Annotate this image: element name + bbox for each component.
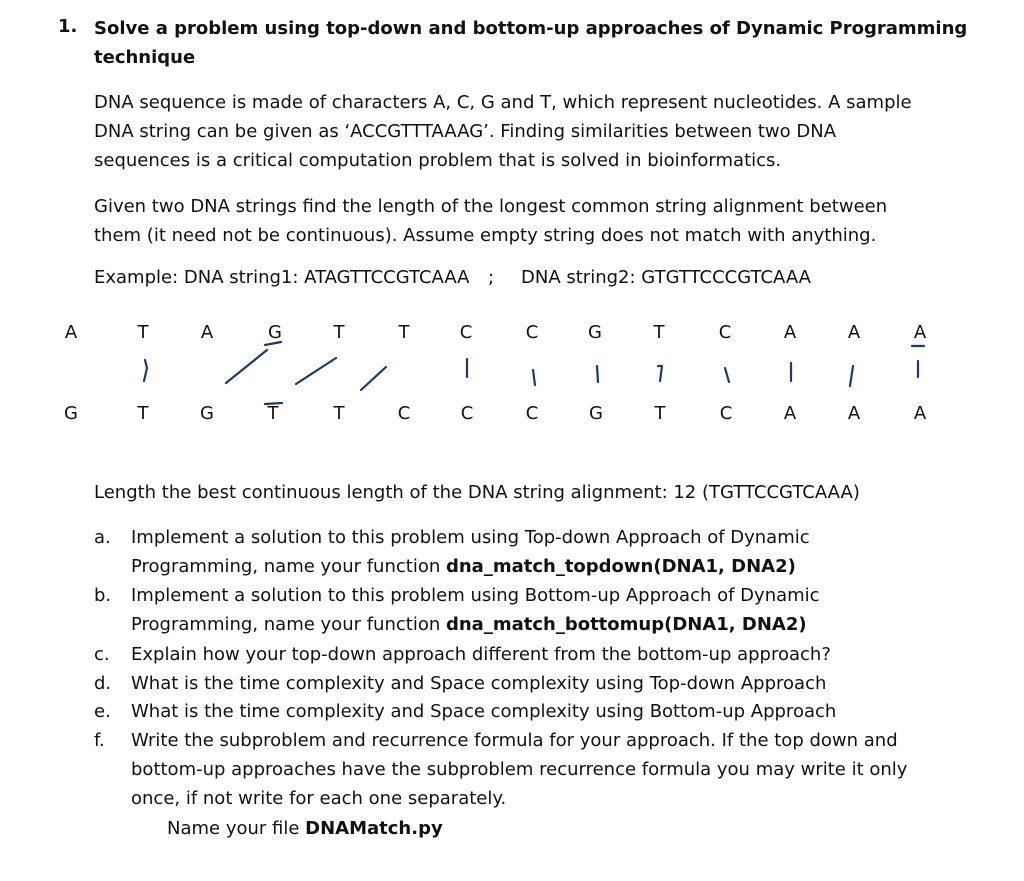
bottom-letter: C: [525, 403, 539, 424]
top-letter: A: [783, 322, 797, 343]
given-line-2: them (it need not be continuous). Assume empty string does not match with anything.: [94, 225, 877, 246]
top-letter: A: [200, 322, 214, 343]
bottom-letter: C: [397, 403, 411, 424]
connector-stroke: [296, 358, 336, 384]
connector-stroke: [361, 367, 386, 390]
bottom-letter: A: [783, 403, 797, 424]
task-f-line-2: bottom-up approaches have the subproblem recurrence formula you may write it only: [131, 759, 908, 780]
task-b-line-1: Implement a solution to this problem using Bottom-up Approach of Dynamic: [131, 585, 820, 606]
top-letter: C: [718, 322, 732, 343]
function-name-topdown: dna_match_topdown(DNA1, DNA2): [445, 556, 796, 577]
task-f-line-1: Write the subproblem and recurrence formula for your approach. If the top down and: [131, 730, 898, 751]
task-marker: d.: [94, 673, 112, 694]
top-letter: G: [588, 322, 602, 343]
example-string-1: Example: DNA string1: ATAGTTCCGTCAAA: [94, 267, 470, 288]
connector-stroke: [850, 366, 853, 386]
task-a-line-1: Implement a solution to this problem using Top-down Approach of Dynamic: [131, 527, 810, 548]
connector-stroke: [725, 368, 729, 382]
filename: DNAMatch.py: [305, 818, 443, 839]
top-letter: T: [653, 322, 665, 343]
given-line-1: Given two DNA strings find the length of the longest common string alignment between: [94, 196, 888, 217]
example-separator: ;: [488, 267, 495, 288]
filename-line: [167, 818, 443, 839]
bottom-letter: T: [267, 403, 279, 424]
task-marker: f.: [94, 730, 105, 751]
filename-prefix: Name your file: [167, 818, 306, 839]
task-a-line-2: [131, 556, 796, 577]
connector-stroke: [144, 360, 147, 381]
intro-line-3: sequences is a critical computation problem that is solved in bioinformatics.: [94, 150, 782, 171]
top-letter: A: [913, 322, 927, 343]
top-letter: G: [268, 322, 282, 343]
bottom-letter: C: [460, 403, 474, 424]
question-number: 1.: [58, 16, 78, 37]
intro-line-2: DNA string can be given as ‘ACCGTTTAAAG’. Finding similarities between two DNA: [94, 121, 837, 142]
bottom-letter: T: [333, 403, 345, 424]
bottom-letter: A: [847, 403, 861, 424]
task-b-line-2-prefix: Programming, name your function: [131, 614, 446, 635]
question-title-line-1: Solve a problem using top-down and bottom-up approaches of Dynamic Programming: [94, 18, 968, 39]
result-line: Length the best continuous length of the DNA string alignment: 12 (TGTTCCGTCAAA): [94, 482, 860, 503]
top-letter: A: [64, 322, 78, 343]
top-letter: C: [459, 322, 473, 343]
question-title-line-2: technique: [94, 47, 196, 68]
task-c-line-1: Explain how your top-down approach different from the bottom-up approach?: [131, 644, 831, 665]
task-marker: a.: [94, 527, 111, 548]
bottom-letter: G: [589, 403, 603, 424]
connector-stroke: [658, 366, 662, 381]
bottom-letter: A: [913, 403, 927, 424]
example-string-2: DNA string2: GTGTTCCCGTCAAA: [521, 267, 811, 288]
bottom-letter: G: [200, 403, 214, 424]
top-letter: T: [137, 322, 149, 343]
top-letter: T: [333, 322, 345, 343]
task-marker: b.: [94, 585, 112, 606]
task-marker: e.: [94, 701, 111, 722]
bottom-letter: T: [137, 403, 149, 424]
bottom-letter: T: [654, 403, 666, 424]
task-marker: c.: [94, 644, 110, 665]
task-d-line-1: What is the time complexity and Space complexity using Top-down Approach: [131, 673, 827, 694]
connector-stroke: [533, 370, 535, 385]
task-b-line-2: [131, 614, 807, 635]
function-name-bottomup: dna_match_bottomup(DNA1, DNA2): [445, 614, 807, 635]
connector-stroke: [265, 342, 281, 345]
connector-stroke: [226, 350, 267, 383]
top-letter: A: [847, 322, 861, 343]
bottom-letter: C: [719, 403, 733, 424]
top-letter: C: [525, 322, 539, 343]
bottom-letter: G: [64, 403, 78, 424]
connector-stroke: [597, 366, 598, 382]
task-f-line-3: once, if not write for each one separately.: [131, 788, 507, 809]
top-letter: T: [398, 322, 410, 343]
intro-line-1: DNA sequence is made of characters A, C, G and T, which represent nucleotides. A sample: [94, 92, 912, 113]
task-e-line-1: What is the time complexity and Space complexity using Bottom-up Approach: [131, 701, 837, 722]
task-a-line-2-prefix: Programming, name your function: [131, 556, 446, 577]
